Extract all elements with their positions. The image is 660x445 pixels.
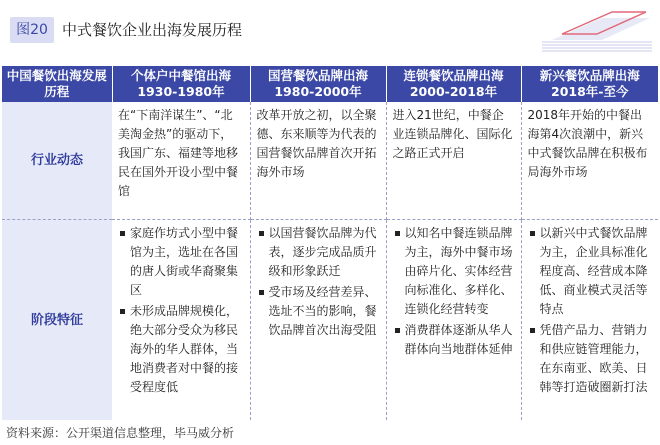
row-label: 阶段特征 bbox=[2, 220, 112, 420]
list-item: 受市场及经营差异、选址不当的影响，餐饮品牌首次出海受阻 bbox=[269, 283, 380, 340]
table-cell: 2018年开始的中餐出海第4次浪潮中，新兴中式餐饮品牌在积极布局海外市场 bbox=[521, 102, 658, 220]
column-name: 个体户中餐馆出海 bbox=[130, 68, 231, 83]
bullet-list bbox=[393, 224, 515, 359]
bullet-list bbox=[118, 224, 244, 397]
column-header bbox=[250, 66, 386, 102]
bullet-list bbox=[528, 224, 653, 397]
figure-header bbox=[0, 0, 660, 58]
column-period: 2018年-至今 bbox=[551, 84, 629, 99]
list-item: 凭借产品力、营销力和供应链管理能力，在东南亚、欧美、日韩等打造破圈新打法 bbox=[540, 321, 653, 397]
decorative-stripes-icon bbox=[542, 0, 652, 52]
source-note: 资料来源：公开渠道信息整理，毕马威分析 bbox=[6, 426, 235, 440]
table-header-row bbox=[2, 66, 658, 102]
bullet-list bbox=[257, 224, 380, 340]
column-header bbox=[521, 66, 658, 102]
corner-header: 中国餐饮出海发展历程 bbox=[2, 66, 112, 102]
history-table bbox=[2, 66, 658, 420]
list-item: 以新兴中式餐饮品牌为主，企业具标准化程度高、经营成本降低、商业模式灵活等特点 bbox=[540, 224, 653, 319]
figure-number-badge: 图20 bbox=[10, 17, 54, 43]
column-period: 1930-1980年 bbox=[137, 84, 225, 99]
column-period: 2000-2018年 bbox=[409, 84, 498, 99]
figure-title: 中式餐饮企业出海发展历程 bbox=[62, 21, 243, 39]
table-cell: 在“下南洋谋生”、“北美淘金热”的驱动下，我国广东、福建等地移民在国外开设小型中餐馆 bbox=[112, 102, 250, 220]
column-header bbox=[112, 66, 250, 102]
list-item: 未形成品牌规模化，绝大部分受众为移民海外的华人群体，当地消费者对中餐的接受程度低 bbox=[130, 302, 244, 397]
list-item: 消费群体逐渐从华人群体向当地群体延伸 bbox=[405, 321, 515, 359]
list-item: 家庭作坊式小型中餐馆为主，选址在各国的唐人街或华裔聚集区 bbox=[130, 224, 244, 300]
list-item: 以国营餐饮品牌为代表，逐步完成品质升级和形象跃迁 bbox=[269, 224, 380, 281]
column-period: 1980-2000年 bbox=[274, 84, 362, 99]
table-cell bbox=[112, 220, 250, 420]
table-cell bbox=[386, 220, 521, 420]
table-cell: 进入21世纪，中餐企业连锁品牌化、国际化之路正式开启 bbox=[386, 102, 521, 220]
table-row bbox=[2, 220, 658, 420]
row-label: 行业动态 bbox=[2, 102, 112, 220]
column-name: 国营餐饮品牌出海 bbox=[267, 68, 368, 83]
column-name: 新兴餐饮品牌出海 bbox=[539, 68, 640, 83]
column-header bbox=[386, 66, 521, 102]
column-name: 连锁餐饮品牌出海 bbox=[403, 68, 504, 83]
list-item: 以知名中餐连锁品牌为主，海外中餐市场由碎片化、实体经营向标准化、多样化、连锁化经营转变 bbox=[405, 224, 515, 319]
table-cell bbox=[250, 220, 386, 420]
table-cell: 改革开放之初，以全聚德、东来顺等为代表的国营餐饮品牌首次开拓海外市场 bbox=[250, 102, 386, 220]
table-row bbox=[2, 102, 658, 220]
table-cell bbox=[521, 220, 658, 420]
